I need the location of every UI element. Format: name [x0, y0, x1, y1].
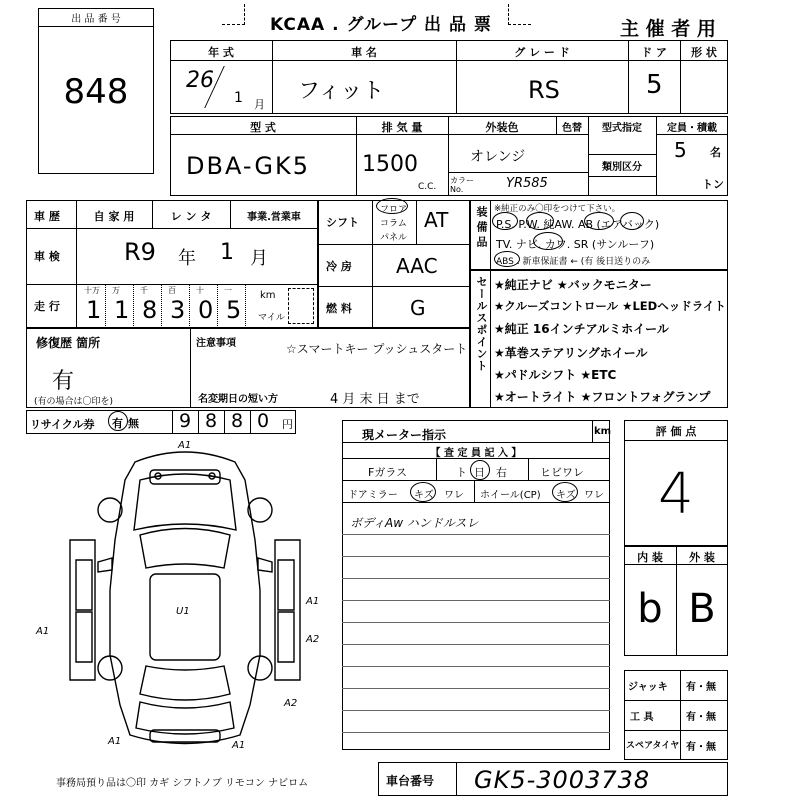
mileage-km-label: km	[260, 290, 276, 301]
fglass-mid: ト	[456, 466, 467, 479]
mark-top: A1	[178, 440, 192, 451]
deadline-value: 4 月 末 日 まで	[330, 392, 420, 407]
car-rear-window	[140, 666, 230, 700]
month-value: 1	[234, 90, 243, 106]
exterior-value: B	[688, 586, 716, 632]
inspector-ruled-line	[342, 534, 610, 535]
recycle-unit: 円	[282, 418, 293, 431]
office-items: 事務局預り品は〇印 カギ シフトノブ リモコン ナビロム	[56, 778, 309, 789]
repair-div	[190, 328, 191, 408]
mark-left: A1	[36, 626, 50, 637]
car-right-door-front	[278, 560, 294, 610]
cooler-label: 冷 房	[326, 260, 352, 273]
cooler-value: AAC	[396, 254, 438, 278]
remarks-value: ☆スマートキー プッシュスタート	[286, 342, 468, 356]
meter-km: km	[594, 426, 612, 437]
mileage-digit-cell	[78, 284, 106, 328]
inspection-label: 車 検	[34, 250, 60, 263]
inspector-fglass-div	[436, 458, 437, 480]
equipment-navi-circle	[533, 232, 563, 250]
inspector-header: 【 査 定 員 記 入 】	[430, 448, 522, 459]
inspector-ruled-line	[342, 666, 610, 667]
row2-color-line	[448, 172, 588, 173]
repair-value: 有	[52, 369, 75, 394]
inspector-ruled-line	[342, 578, 610, 579]
recycle-digit-cell	[250, 410, 276, 434]
mark-top-right: A1	[306, 596, 320, 607]
load-unit: トン	[702, 178, 724, 191]
recycle-digit-value: 0	[257, 410, 270, 432]
wheel-label: ホイール(CP)	[480, 490, 541, 501]
equipment-label: 装 備 品	[475, 206, 488, 247]
mileage-digit-label: 十万	[84, 286, 100, 295]
inspector-handwritten: ボディAw ハンドルスレ	[350, 516, 479, 530]
jack-option: 有・無	[686, 682, 716, 693]
cc-unit: C.C.	[418, 182, 437, 192]
mileage-digit-cell	[190, 284, 218, 328]
color-no-value: YR585	[506, 176, 548, 191]
exterior-color-label: 外装色	[485, 121, 519, 134]
shift-option-floor: フロア	[380, 205, 408, 215]
equipment-pw-circle	[526, 212, 554, 230]
doors-label: ド ア	[641, 46, 667, 59]
mileage-digit-label: 千	[140, 286, 148, 295]
car-roof	[150, 574, 220, 660]
car-trunk	[136, 702, 234, 734]
mileage-digit-value: 5	[226, 296, 242, 324]
crack-label: ヒビワレ	[540, 466, 584, 479]
mileage-digit-label: 百	[168, 286, 176, 295]
fglass-circled: 日	[474, 466, 485, 479]
inspector-ruled-line	[342, 732, 610, 733]
inspection-month-value: 1	[220, 240, 234, 265]
equipment-label-col	[490, 200, 491, 270]
sales-item-4: ★革巻ステアリングホイール	[494, 346, 648, 360]
inspector-mirror-div	[474, 480, 475, 502]
remarks-label: 注意事項	[196, 338, 236, 349]
score-line	[624, 440, 728, 441]
mileage-digit-cell	[134, 284, 162, 328]
fuel-value: G	[410, 296, 426, 320]
interior-label: 内 装	[637, 551, 663, 564]
inspector-ruled-line	[342, 556, 610, 557]
mark-bottom-left: A1	[108, 736, 122, 747]
mileage-digit-label: 十	[196, 286, 204, 295]
inspector-mirror-line	[342, 502, 610, 503]
history-label: 車 歴	[34, 210, 60, 223]
lot-number-label: 出 品 番 号	[71, 14, 121, 25]
car-left-door-front	[76, 560, 92, 610]
mileage-digit-label: 万	[112, 286, 120, 295]
jack-label: ジャッキ	[628, 682, 668, 693]
accessories-line-1	[624, 700, 728, 701]
mirror-crack: ワレ	[444, 490, 464, 501]
grade-value: RS	[528, 76, 560, 104]
inspector-ruled-line	[342, 600, 610, 601]
chassis-div	[456, 762, 457, 796]
capacity-label: 定員・積載	[667, 123, 717, 134]
exterior-label: 外 装	[689, 551, 715, 564]
chassis-label: 車台番号	[386, 774, 435, 788]
inspector-km-div	[592, 420, 593, 442]
displacement-label: 排 気 量	[381, 121, 423, 134]
recycle-no: 無	[128, 417, 139, 430]
score-label: 評 価 点	[655, 425, 697, 438]
tools-option: 有・無	[686, 712, 716, 723]
score-value: 4	[658, 462, 694, 527]
shift-option-column: コラム	[380, 219, 407, 229]
equipment-note: ※純正のみ〇印をつけて下さい。	[494, 204, 621, 214]
recycle-yes: 有	[112, 417, 123, 430]
history-rental: レ ン タ	[170, 210, 212, 223]
recycle-digit-cell	[198, 410, 224, 434]
mark-right-low: A2	[284, 698, 298, 709]
color-change-label: 色替	[562, 123, 582, 134]
grade-label: グ レ ー ド	[514, 46, 570, 59]
form-title: KCAA . グループ 出 品 票	[270, 15, 492, 35]
mileage-label: 走 行	[34, 300, 60, 313]
category-label: 類別区分	[602, 162, 642, 173]
fglass-label: Fガラス	[368, 466, 407, 479]
deadline-label: 名変期日の短い方	[198, 394, 278, 405]
inspector-ruled-line	[342, 688, 610, 689]
recycle-digit-value: 8	[205, 410, 218, 432]
mileage-digit-label: 一	[224, 286, 232, 295]
shift-floor-circle	[376, 198, 408, 214]
mileage-digit-cell	[218, 284, 246, 328]
inspector-ruled-line	[342, 644, 610, 645]
sales-item-1: ★純正ナビ ★バックモニター	[494, 278, 652, 292]
car-windshield	[140, 529, 230, 569]
spare-label: スペアタイヤ	[626, 741, 680, 751]
car-left-door-rear	[76, 612, 92, 662]
repair-label: 修復歴 箇所	[36, 336, 101, 350]
wheel-front-right	[248, 498, 272, 522]
wheel-rear-left	[98, 656, 122, 680]
month-unit: 月	[254, 98, 265, 111]
drivetrain-label-col	[372, 200, 373, 328]
accessories-div	[680, 670, 681, 760]
recycle-digit-value: 9	[179, 410, 192, 432]
row2-category-line-b	[588, 176, 656, 177]
fuel-label: 燃 料	[326, 302, 352, 315]
displacement-value: 1500	[362, 152, 418, 177]
capacity-value: 5	[674, 138, 687, 162]
sales-item-5: ★パドルシフト ★ETC	[494, 368, 617, 382]
color-no-label: カラー No.	[450, 176, 474, 194]
model-label: 型 式	[250, 121, 276, 134]
mileage-digit-value: 1	[114, 296, 130, 324]
car-hood	[134, 474, 236, 530]
designation-label: 型式指定	[602, 123, 642, 134]
inspection-month: 月	[250, 248, 268, 269]
recycle-digit-cell	[224, 410, 250, 434]
sales-label-col	[490, 270, 491, 408]
chassis-value: GK5-3003738	[474, 766, 651, 794]
repair-note: (有の場合は〇印を)	[34, 397, 114, 407]
capacity-unit: 名	[710, 146, 721, 159]
equipment-line-1: P.S. P.W. 純AW. AB (エアバック)	[496, 218, 660, 231]
accessories-line-2	[624, 730, 728, 731]
fglass-right: 右	[496, 466, 507, 479]
wheel-crack: ワレ	[584, 490, 604, 501]
recycle-label: リサイクル券	[30, 418, 95, 431]
inspector-ruled-line	[342, 710, 610, 711]
wheel-rear-right	[248, 656, 272, 680]
inspector-ruled-line	[342, 622, 610, 623]
mirror-left	[98, 558, 112, 572]
interior-value: b	[637, 586, 663, 632]
mark-right-mid: A2	[306, 634, 320, 645]
history-line-1	[26, 228, 318, 229]
year-label: 年 式	[208, 46, 234, 59]
inspector-fglass-line	[342, 480, 610, 481]
history-business: 事業.営業車	[247, 212, 301, 223]
row1-header-line	[170, 60, 728, 61]
copy-label: 主 催 者 用	[620, 18, 716, 40]
wheel-front-left	[98, 498, 122, 522]
car-damage-diagram	[40, 440, 330, 760]
inspection-value: R9	[124, 238, 156, 266]
recycle-digit-cell	[172, 410, 198, 434]
mirror-label: ドアミラー	[348, 490, 398, 501]
mileage-digit-value: 1	[86, 296, 102, 324]
doors-value: 5	[646, 70, 663, 100]
history-private: 自 家 用	[93, 210, 135, 223]
equipment-line-3: ABS . 新車保証書 ← (有 後日送りのみ	[496, 257, 651, 267]
exterior-color-value: オレンジ	[470, 149, 526, 165]
row2-category-line	[588, 154, 656, 155]
sales-item-6: ★オートライト ★フロントフォグランプ	[494, 390, 711, 404]
sales-item-2: ★クルーズコントロール ★LEDヘッドライト	[494, 299, 726, 313]
mileage-digit-value: 0	[198, 296, 214, 324]
mirror-circled: キズ	[414, 490, 434, 501]
shift-options-col	[416, 200, 417, 244]
drivetrain-line-2	[318, 286, 470, 287]
sales-points-label: セールスポイント	[475, 276, 488, 372]
shift-value: AT	[424, 208, 449, 232]
car-right-door-rear	[278, 612, 294, 662]
mirror-right	[258, 558, 272, 572]
recycle-digit-value: 8	[231, 410, 244, 432]
mileage-digit-cell	[106, 284, 134, 328]
mileage-digit-value: 8	[142, 296, 158, 324]
lot-number-divider	[38, 26, 154, 27]
car-name-value: フィット	[298, 79, 385, 104]
corner-marks	[222, 4, 245, 25]
sales-item-3: ★純正 16インチアルミホイール	[494, 322, 669, 336]
equipment-abs-circle	[494, 251, 520, 267]
corner-marks-right	[508, 4, 531, 25]
shift-label: シフト	[326, 216, 359, 229]
year-value: 26	[186, 68, 214, 93]
meter-label: 現メーター指示	[362, 428, 447, 442]
shape-label: 形 状	[691, 46, 717, 59]
inspector-fglass-div-2	[528, 458, 529, 480]
row2-header-line-c	[656, 134, 728, 135]
model-value: DBA-GK5	[186, 152, 310, 180]
tools-label: 工 具	[630, 712, 654, 723]
shift-option-panel: パネル	[380, 233, 408, 243]
wheel-circled: キズ	[556, 490, 576, 501]
mileage-digit-cell	[162, 284, 190, 328]
car-name-label: 車 名	[351, 46, 377, 59]
mile-checkbox[interactable]	[288, 288, 314, 324]
spare-option: 有・無	[686, 742, 716, 753]
mark-roof: U1	[176, 606, 190, 617]
mileage-digit-value: 3	[170, 296, 186, 324]
mark-bottom-right: A1	[232, 740, 246, 751]
equipment-aw-circle	[584, 212, 614, 230]
lot-number-value: 848	[63, 72, 129, 112]
drivetrain-line-1	[318, 244, 470, 245]
equipment-ab-circle	[620, 212, 644, 230]
inspection-year: 年	[178, 248, 196, 269]
mileage-mile-label: マイル	[258, 313, 285, 323]
equipment-ps-circle	[492, 212, 518, 230]
equipment-line-2: TV. ナビ. カワ. SR (サンルーフ)	[496, 238, 655, 251]
